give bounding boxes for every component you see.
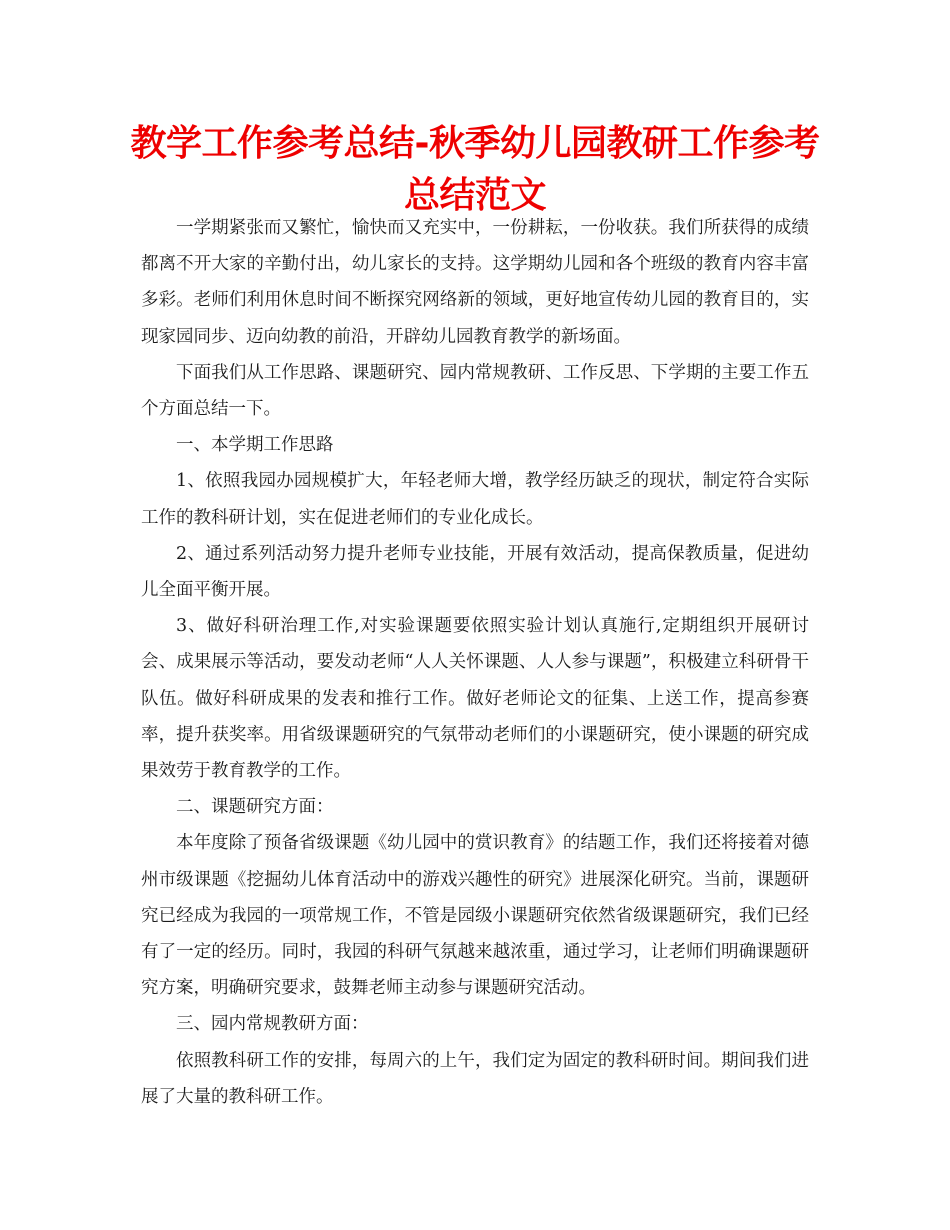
document-title: 教学工作参考总结-秋季幼儿园教研工作参考总结范文 <box>130 123 820 216</box>
document-body <box>141 210 809 1115</box>
paragraph-overview: 下面我们从工作思路、课题研究、园内常规教研、工作反思、下学期的主要工作五个方面总结一下。 <box>141 362 809 420</box>
list-item-1: 1、依照我园办园规模扩大，年轻老师大增，教学经历缺乏的现状，制定符合实际工作的教科研计划，实在促进老师们的专业化成长。 <box>141 471 809 528</box>
section-heading-research: 二、课题研究方面： <box>176 797 334 818</box>
paragraph-research: 本年度除了预备省级课题《幼儿园中的赏识教育》的结题工作，我们还将接着对德州市级课题《挖掘幼儿体育活动中的游戏兴趣性的研究》进展深化研究。当前，课题研究已经成为我园的一项常规工作，不管是园级小课题研究依然省级课题研究，我们已经有了一定的经历。同时，我园的科研气氛越来越浓重，通过学习，让老师们明确课题研究方案，明确研究要求，鼓舞老师主动参与课题研究活动。 <box>141 833 809 999</box>
list-item-2: 2、通过系列活动努力提升老师专业技能，开展有效活动，提高保教质量，促进幼儿全面平衡开展。 <box>141 543 809 601</box>
paragraph-routine-research: 依照教科研工作的安排，每周六的上午，我们定为固定的教科研时间。期间我们进展了大量的教科研工作。 <box>141 1050 809 1107</box>
section-heading-routine-research: 三、园内常规教研方面： <box>176 1014 369 1035</box>
section-heading-work-ideas: 一、本学期工作思路 <box>176 435 334 456</box>
paragraph-intro: 一学期紧张而又繁忙，愉快而又充实中，一份耕耘，一份收获。我们所获得的成绩都离不开大家的辛勤付出，幼儿家长的支持。这学期幼儿园和各个班级的教育内容丰富多彩。老师们利用休息时间不断探究网络新的领域，更好地宣传幼儿园的教育目的，实现家园同步、迈向幼教的前沿，开辟幼儿园教育教学的新场面。 <box>141 218 809 347</box>
list-item-3: 3、做好科研治理工作,对实验课题要依照实验计划认真施行,定期组织开展研讨会、成果展示等活动，要发动老师“人人关怀课题、人人参与课题”，积极建立科研骨干队伍。做好科研成果的发表和推行工作。做好老师论文的征集、上送工作，提高参赛率，提升获奖率。用省级课题研究的气氛带动老师们的小课题研究，使小课题的研究成果效劳于教育教学的工作。 <box>141 616 809 782</box>
